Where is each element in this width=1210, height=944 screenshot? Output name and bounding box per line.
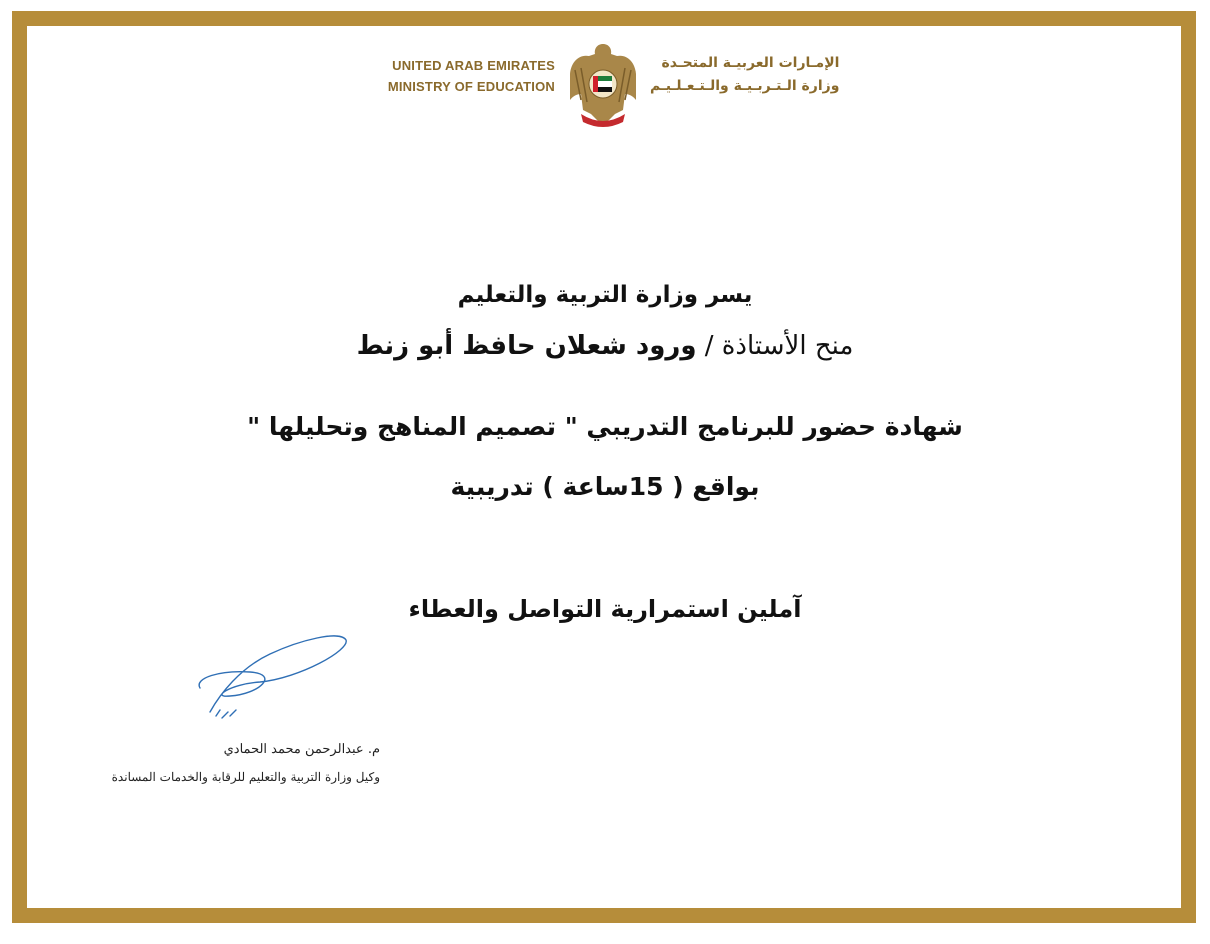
- certificate-frame: [12, 11, 1196, 923]
- signatory-title: وكيل وزارة التربية والتعليم للرقابة والخدمات المساندة: [111, 770, 380, 784]
- certificate-hours-line: بواقع ( 15ساعة ) تدريبية: [450, 472, 760, 501]
- grant-prefix: منح الأستاذة /: [696, 331, 854, 361]
- header-ar-ministry: وزارة الـتـربـيـة والـتـعـلـيـم: [650, 78, 840, 94]
- certificate-intro: يسر وزارة التربية والتعليم: [457, 282, 753, 308]
- certificate-program-line: شهادة حضور للبرنامج التدريبي " تصميم المناهج وتحليلها ": [247, 412, 963, 441]
- header-arabic: [650, 52, 839, 98]
- handwritten-signature: [190, 630, 360, 730]
- header-ar-country: الإمـارات العربيـة المتحـدة: [661, 55, 840, 71]
- certificate-grant-line: [0, 331, 1210, 361]
- uae-falcon-emblem-icon: [567, 40, 639, 128]
- certificate-closing-line: آملين استمرارية التواصل والعطاء: [408, 595, 802, 623]
- recipient-name: ورود شعلان حافظ أبو زنط: [356, 331, 697, 361]
- header-en-country: UNITED ARAB EMIRATES: [392, 58, 555, 73]
- header-english: [388, 55, 555, 97]
- signatory-name: م. عبدالرحمن محمد الحمادي: [223, 742, 380, 757]
- header-en-ministry: MINISTRY OF EDUCATION: [387, 79, 555, 94]
